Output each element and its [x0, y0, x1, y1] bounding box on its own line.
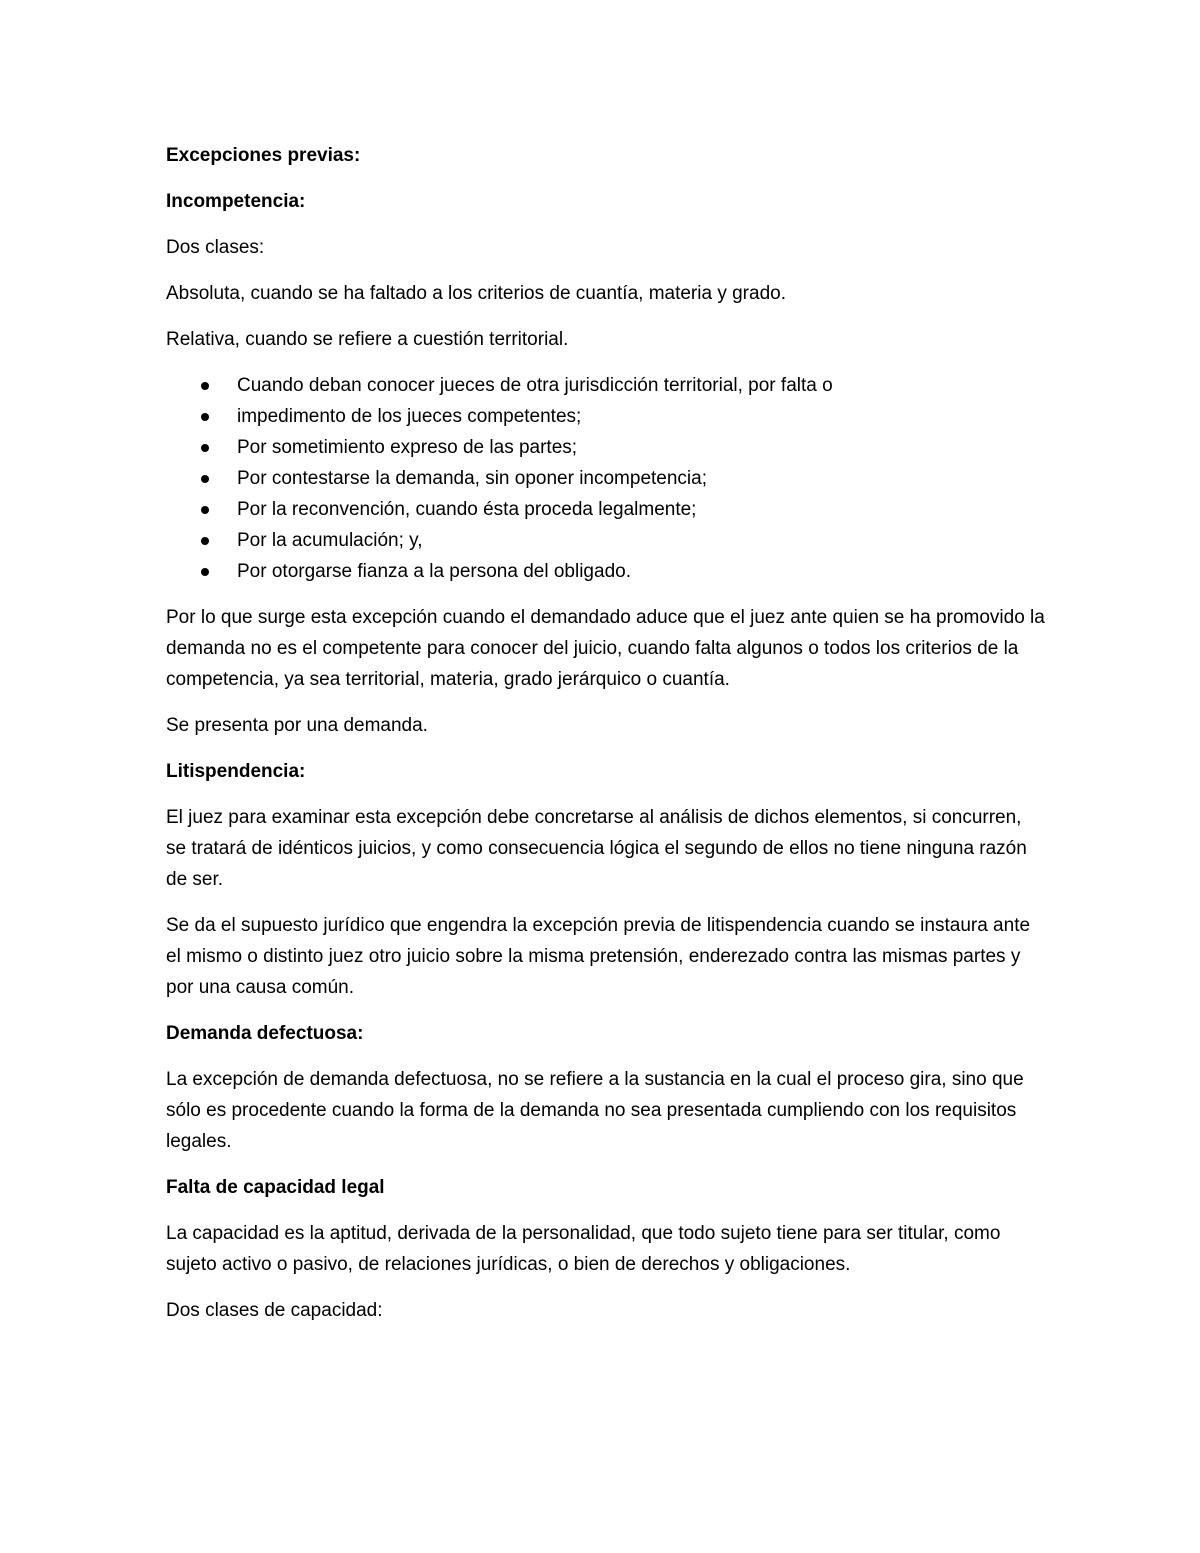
paragraph-absoluta: Absoluta, cuando se ha faltado a los criterios de cuantía, materia y grado.	[166, 283, 786, 304]
list-item-text: impedimento de los jueces competentes;	[237, 406, 582, 427]
paragraph-capacidad: La capacidad es la aptitud, derivada de la personalidad, que todo sujeto tiene para ser titular, como sujeto activo o pasivo, de relaciones jurídicas, o bien de derechos y obligaciones.	[166, 1223, 1001, 1275]
bullet-icon	[201, 537, 209, 545]
section-heading-incompetencia: Incompetencia:	[166, 191, 306, 212]
bullet-icon	[201, 475, 209, 483]
paragraph-surge-excepcion: Por lo que surge esta excepción cuando el demandado aduce que el juez ante quien se ha promovido la demanda no es el competente para conocer del juicio, cuando falta algunos o todos los criterios de la competencia, ya sea territorial, materia, grado jerárquico o cuantía.	[166, 607, 1045, 690]
list-item-text: Por contestarse la demanda, sin oponer incompetencia;	[237, 468, 707, 489]
paragraph-dos-clases: Dos clases:	[166, 237, 265, 258]
paragraph-juez-examinar: El juez para examinar esta excepción debe concretarse al análisis de dichos elementos, si concurren, se tratará de idénticos juicios, y como consecuencia lógica el segundo de ellos no tiene ninguna razón de ser.	[166, 807, 1027, 890]
list-item-text: Por la acumulación; y,	[237, 530, 423, 551]
bullet-icon	[201, 444, 209, 452]
bullet-list-competencia-territorial	[166, 370, 1046, 587]
paragraph-se-presenta: Se presenta por una demanda.	[166, 715, 428, 736]
section-heading-demanda-defectuosa: Demanda defectuosa:	[166, 1023, 364, 1044]
paragraph-dos-clases-capacidad: Dos clases de capacidad:	[166, 1300, 383, 1321]
list-item-text: Por otorgarse fianza a la persona del obligado.	[237, 561, 631, 582]
bullet-icon	[201, 568, 209, 576]
list-item	[166, 432, 1046, 463]
section-heading-excepciones-previas: Excepciones previas:	[166, 145, 361, 166]
list-item	[166, 556, 1046, 587]
bullet-icon	[201, 382, 209, 390]
list-item	[166, 401, 1046, 432]
list-item-text: Por la reconvención, cuando ésta proceda legalmente;	[237, 499, 697, 520]
section-heading-falta-capacidad: Falta de capacidad legal	[166, 1177, 385, 1198]
paragraph-supuesto-juridico: Se da el supuesto jurídico que engendra la excepción previa de litispendencia cuando se instaura ante el mismo o distinto juez otro juicio sobre la misma pretensión, enderezado contra las mismas partes y por una causa común.	[166, 915, 1031, 998]
list-item-text: Por sometimiento expreso de las partes;	[237, 437, 578, 458]
paragraph-relativa: Relativa, cuando se refiere a cuestión territorial.	[166, 329, 569, 350]
bullet-icon	[201, 413, 209, 421]
list-item	[166, 525, 1046, 556]
list-item	[166, 494, 1046, 525]
list-item	[166, 370, 1046, 401]
document-body	[166, 140, 1046, 1341]
bullet-icon	[201, 506, 209, 514]
section-heading-litispendencia: Litispendencia:	[166, 761, 306, 782]
list-item-text: Cuando deban conocer jueces de otra jurisdicción territorial, por falta o	[237, 375, 833, 396]
list-item	[166, 463, 1046, 494]
paragraph-demanda-defectuosa: La excepción de demanda defectuosa, no se refiere a la sustancia en la cual el proceso gira, sino que sólo es procedente cuando la forma de la demanda no sea presentada cumpliendo con los requisitos legales.	[166, 1069, 1024, 1152]
